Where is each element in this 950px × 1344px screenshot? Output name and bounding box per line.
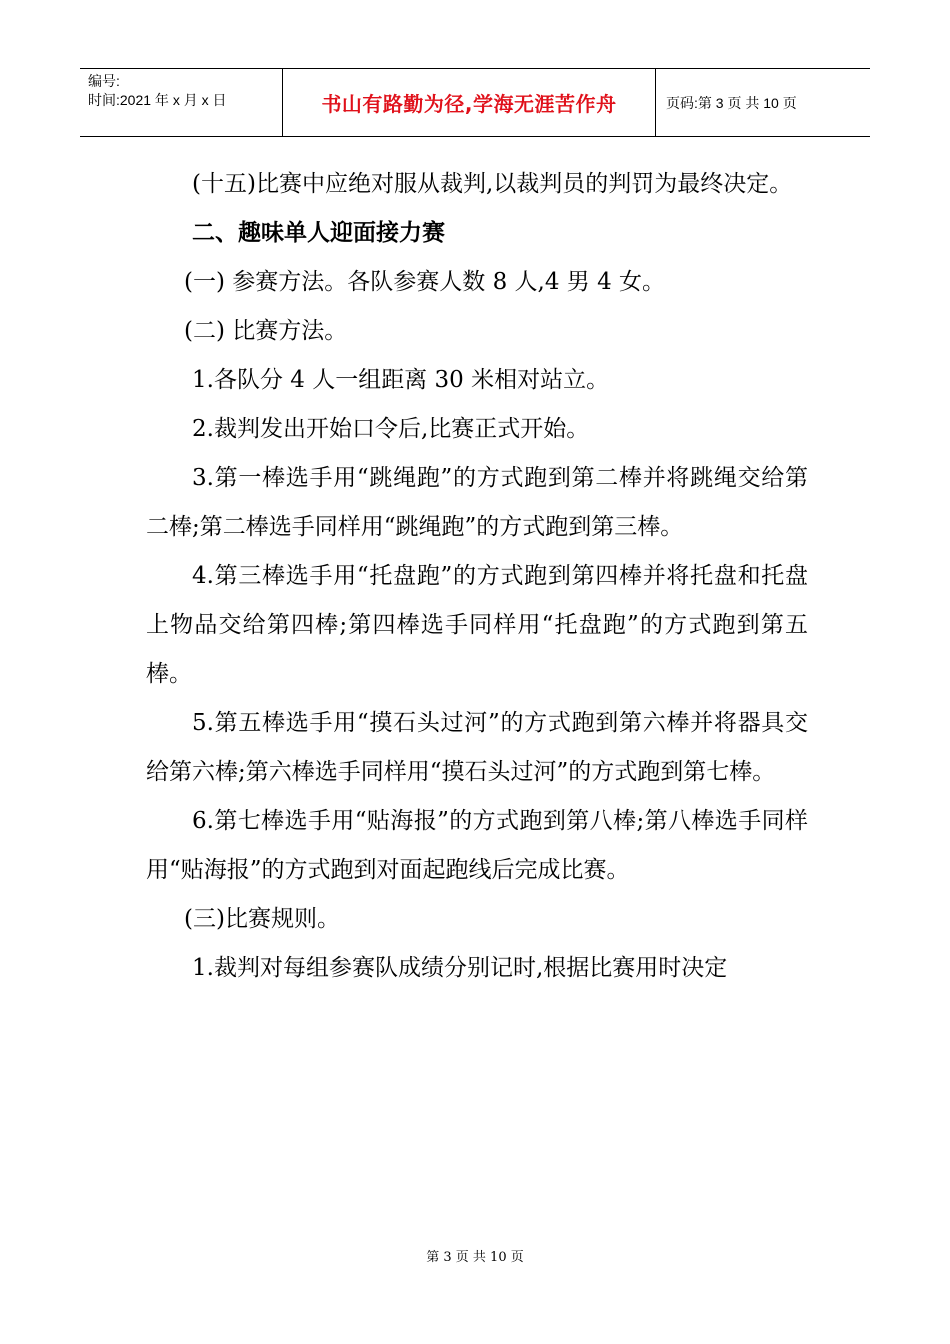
paragraph-step-1: 1.各队分 4 人一组距离 30 米相对站立。 [192,367,610,393]
page-footer: 第 3 页 共 10 页 [426,1250,524,1265]
section-heading: 二、趣味单人迎面接力赛 [192,220,445,246]
paragraph-rules-heading: (三)比赛规则。 [184,906,340,932]
page-header [80,68,870,137]
paragraph-competition-method: (二) 比赛方法。 [184,318,348,344]
header-motto: 书山有路勤为径,学海无涯苦作舟 [321,92,617,116]
paragraph-rule-1: 1.裁判对每组参赛队成绩分别记时,根据比赛用时决定 [192,955,728,981]
document-time-label: 时间:2021 年 x 月 x 日 [88,92,227,108]
paragraph-participation-method: (一) 参赛方法。各队参赛人数 8 人,4 男 4 女。 [184,269,666,295]
document-number-label: 编号: [88,73,120,89]
document-body [146,160,808,993]
header-meta [80,69,283,136]
paragraph-step-2: 2.裁判发出开始口令后,比赛正式开始。 [192,416,590,442]
paragraph-rule-15: (十五)比赛中应绝对服从裁判,以裁判员的判罚为最终决定。 [192,171,793,197]
paragraph-step-4: 4.第三棒选手用“托盘跑”的方式跑到第四棒并将托盘和托盘上物品交给第四棒;第四棒选手同样用“托盘跑”的方式跑到第五棒。 [146,563,808,687]
paragraph-step-3: 3.第一棒选手用“跳绳跑”的方式跑到第二棒并将跳绳交给第二棒;第二棒选手同样用“跳绳跑”的方式跑到第三棒。 [146,465,808,540]
header-page-info: 页码:第 3 页 共 10 页 [666,94,797,111]
header-page-info-cell [656,69,870,136]
paragraph-step-6: 6.第七棒选手用“贴海报”的方式跑到第八棒;第八棒选手同样用“贴海报”的方式跑到对面起跑线后完成比赛。 [146,808,808,883]
paragraph-step-5: 5.第五棒选手用“摸石头过河”的方式跑到第六棒并将器具交给第六棒;第六棒选手同样用“摸石头过河”的方式跑到第七棒。 [146,710,808,785]
header-motto-cell [283,69,656,136]
